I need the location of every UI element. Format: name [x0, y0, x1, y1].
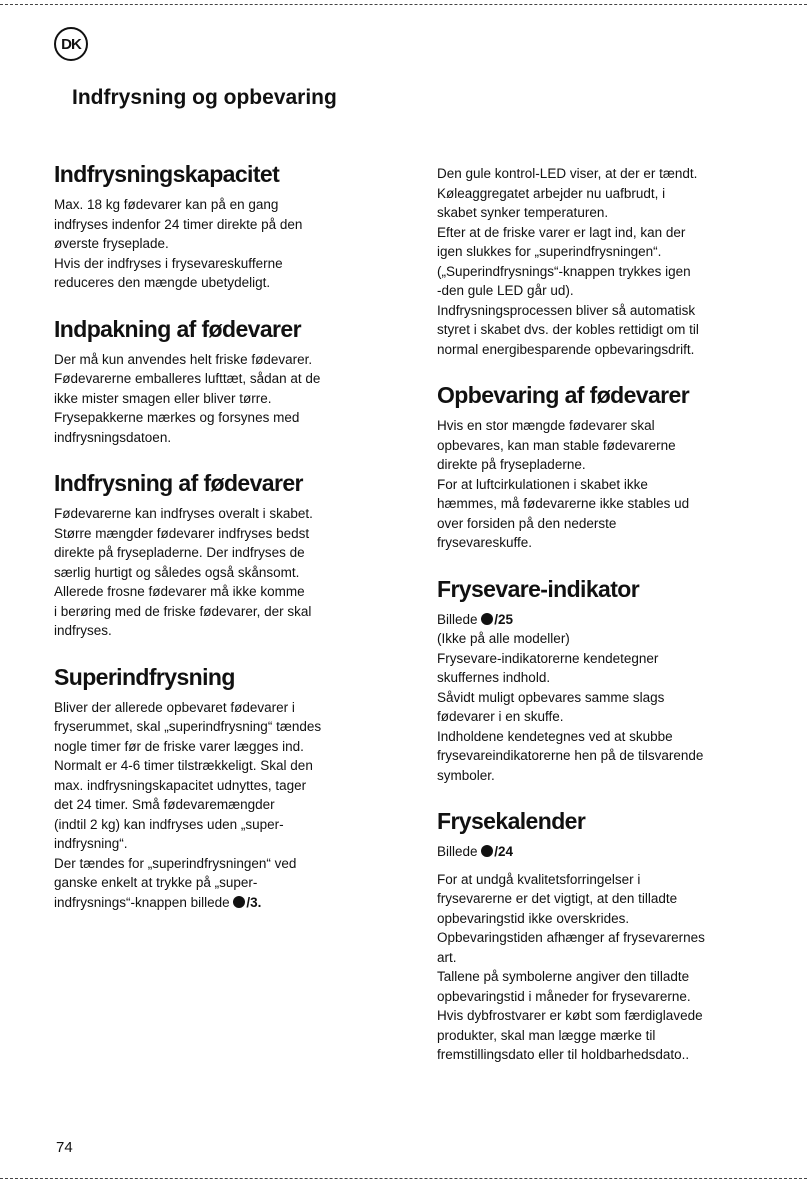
- text-line: symboler.: [437, 767, 495, 783]
- text-line: direkte på frysepladerne.: [437, 457, 586, 472]
- text-line: øverste fryseplade.: [54, 236, 169, 251]
- language-badge: DK: [54, 27, 88, 61]
- section-heading: Indfrysning af fødevarer: [54, 470, 303, 496]
- section-freezing-food: [54, 469, 399, 641]
- text-line: igen slukkes for „superindfrysningen“.: [437, 244, 662, 259]
- text-line: det 24 timer. Små fødevaremængder: [54, 797, 275, 812]
- text-line: -den gule LED går ud).: [437, 283, 574, 298]
- section-packaging: [54, 315, 399, 448]
- text-line: indfryses indenfor 24 timer direkte på den: [54, 216, 303, 232]
- left-column: [54, 160, 399, 912]
- text-line: Fødevarerne kan indfryses overalt i skabet.: [54, 506, 313, 521]
- bottom-rule: [0, 1178, 807, 1179]
- text-line: For at undgå kvalitetsforringelser i: [437, 871, 641, 887]
- section-storage: [437, 381, 782, 553]
- figure-reference: /25: [494, 611, 514, 627]
- text-line: styret i skabet dvs. der kobles rettidigt om til: [437, 322, 699, 337]
- figure-reference: /24: [494, 844, 514, 859]
- page-title: Indfrysning og opbevaring: [72, 86, 337, 109]
- text-line: Køleaggregatet arbejder nu uafbrudt, i: [437, 185, 666, 201]
- text-line: fødevarer i en skuffe.: [437, 709, 564, 724]
- text-line: Max. 18 kg fødevarer kan på en gang: [54, 197, 279, 212]
- figure-number-icon: [481, 845, 493, 857]
- text-line: ikke mister smagen eller bliver tørre.: [54, 390, 272, 406]
- text-line: frysevarerne er det vigtigt, at den tilladte: [437, 891, 678, 906]
- text-fragment: indfrysnings“-knappen billede: [54, 894, 234, 910]
- text-line: max. indfrysningskapacitet udnyttes, tager: [54, 777, 307, 793]
- spacer: [54, 641, 399, 663]
- text-line: For at luftcirkulationen i skabet ikke: [437, 476, 648, 492]
- text-line: Hvis en stor mængde fødevarer skal: [437, 418, 655, 433]
- text-line: Såvidt muligt opbevares samme slags: [437, 689, 665, 705]
- text-line: Normalt er 4-6 timer tilstrækkeligt. Skal den: [54, 758, 313, 773]
- section-freezer-calendar: [437, 807, 782, 1065]
- section-heading: Frysevare-indikator: [437, 575, 640, 602]
- text-line: fremstillingsdato eller til holdbarhedsdato..: [437, 1047, 690, 1062]
- text-line: opbevaringstid i måneder for frysevarerne.: [437, 988, 691, 1004]
- text-line: direkte på frysepladerne. Der indfryses de: [54, 545, 305, 560]
- text-line: frysevareindikatorerne hen på de tilsvarende: [437, 748, 704, 763]
- text-line: Der må kun anvendes helt friske fødevarer.: [54, 351, 313, 367]
- spacer: [437, 553, 782, 575]
- text-line: indfrysningsdatoen.: [54, 429, 172, 445]
- figure-number-icon: [481, 613, 493, 625]
- section-heading: Indfrysningskapacitet: [54, 161, 280, 187]
- figure-number-icon: [233, 896, 245, 908]
- text-line: [54, 893, 399, 913]
- text-line: art.: [437, 949, 457, 965]
- text-line: Tallene på symbolerne angiver den tilladte: [437, 969, 690, 984]
- section-heading: Indpakning af fødevarer: [54, 315, 301, 342]
- text-line: hæmmes, må fødevarerne ikke stables ud: [437, 496, 690, 511]
- text-line: skuffernes indhold.: [437, 670, 551, 685]
- text-line: Bliver der allerede opbevaret fødevarer i: [54, 699, 295, 715]
- text-line: Hvis dybfrostvarer er købt som færdiglavede: [437, 1008, 703, 1023]
- text-line: Der tændes for „superindfrysningen“ ved: [54, 855, 297, 871]
- text-line: normal energibesparende opbevaringsdrift.: [437, 341, 695, 357]
- figure-reference: /3.: [246, 894, 262, 910]
- section-heading: Opbevaring af fødevarer: [437, 382, 690, 408]
- spacer: [437, 785, 782, 807]
- section-freezing-capacity: [54, 160, 399, 293]
- text-line: Opbevaringstiden afhænger af frysevarernes: [437, 930, 705, 945]
- text-line: fryserummet, skal „superindfrysning“ tændes: [54, 719, 322, 734]
- spacer: [54, 447, 399, 469]
- figure-label: Billede: [437, 611, 482, 627]
- text-line: indfrysning“.: [54, 836, 128, 851]
- text-line: Fødevarerne emballeres lufttæt, sådan at de: [54, 371, 321, 386]
- section-heading: Superindfrysning: [54, 663, 235, 690]
- text-line: produkter, skal man lægge mærke til: [437, 1027, 656, 1043]
- section-frozen-food-indicator: [437, 575, 782, 786]
- text-line: Større mængder fødevarer indfryses bedst: [54, 525, 310, 541]
- text-line: over forsiden på den nederste: [437, 515, 617, 531]
- right-column: [437, 164, 782, 1065]
- text-line: Den gule kontrol-LED viser, at der er tændt.: [437, 166, 698, 181]
- text-line: Efter at de friske varer er lagt ind, kan der: [437, 224, 686, 240]
- text-line: frysevareskuffe.: [437, 535, 533, 550]
- figure-label: Billede: [437, 844, 482, 859]
- text-line: („Superindfrysnings“-knappen trykkes igen: [437, 263, 691, 279]
- figure-reference-line: [437, 842, 782, 862]
- text-line: Indfrysningsprocessen bliver så automatisk: [437, 302, 696, 318]
- text-line: opbevaringstid ikke overskrides.: [437, 910, 630, 926]
- text-line: (Ikke på alle modeller): [437, 631, 570, 646]
- spacer: [54, 293, 399, 315]
- page-number: 74: [56, 1139, 73, 1156]
- text-line: indfryses.: [54, 623, 112, 638]
- text-line: skabet synker temperaturen.: [437, 205, 609, 220]
- text-line: Frysevare-indikatorerne kendetegner: [437, 650, 659, 666]
- spacer: [437, 359, 782, 381]
- figure-reference-line: [437, 610, 782, 630]
- text-line: reduceres den mængde ubetydeligt.: [54, 275, 271, 290]
- section-heading: Frysekalender: [437, 808, 586, 834]
- text-line: opbevares, kan man stable fødevarerne: [437, 437, 676, 453]
- section-super-freezing: [54, 663, 399, 913]
- text-line: Hvis der indfryses i frysevareskufferne: [54, 255, 283, 271]
- text-line: i berøring med de friske fødevarer, der skal: [54, 603, 312, 619]
- text-line: Indholdene kendetegnes ved at skubbe: [437, 728, 673, 744]
- text-line: Allerede frosne fødevarer må ikke komme: [54, 584, 305, 599]
- text-line: Frysepakkerne mærkes og forsynes med: [54, 410, 300, 425]
- section-super-freezing-continued: [437, 164, 782, 359]
- text-line: ganske enkelt at trykke på „super-: [54, 875, 258, 890]
- text-line: særlig hurtigt og således også skånsomt.: [54, 564, 300, 580]
- spacer: [437, 862, 782, 870]
- top-rule: [0, 4, 807, 5]
- text-line: (indtil 2 kg) kan indfryses uden „super-: [54, 816, 284, 832]
- text-line: nogle timer før de friske varer lægges ind.: [54, 738, 304, 754]
